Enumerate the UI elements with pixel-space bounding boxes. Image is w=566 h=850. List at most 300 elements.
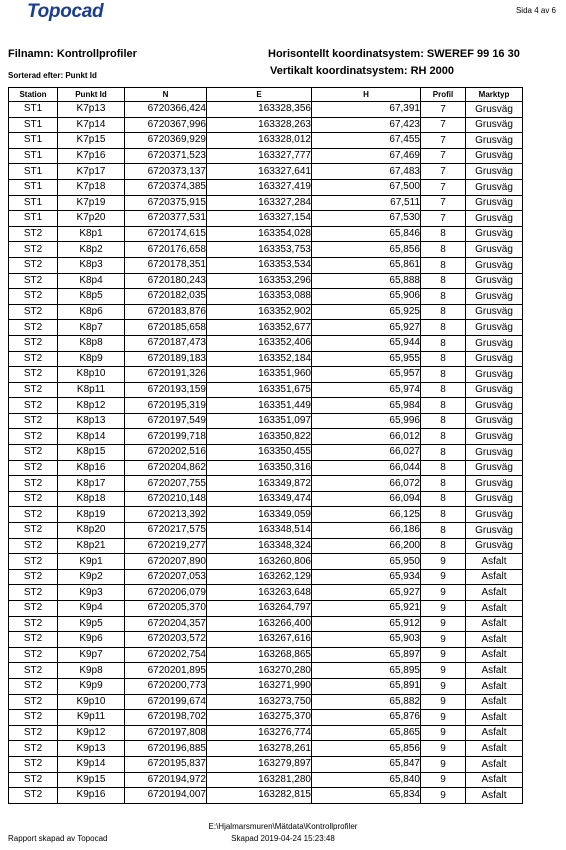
cell-marktyp: Asfalt: [466, 616, 523, 632]
cell-n: 6720194,972: [125, 772, 207, 788]
cell-profil: 8: [421, 523, 466, 539]
table-row: [9, 725, 523, 741]
cell-e: 163351,960: [207, 367, 312, 383]
cell-h: 66,044: [312, 460, 421, 476]
cell-station: ST2: [9, 756, 58, 772]
cell-station: ST2: [9, 367, 58, 383]
cell-station: ST2: [9, 710, 58, 726]
cell-profil: 9: [421, 663, 466, 679]
cell-station: ST2: [9, 413, 58, 429]
cell-h: 65,984: [312, 398, 421, 414]
cell-e: 163264,797: [207, 601, 312, 617]
cell-marktyp: Grusväg: [466, 117, 523, 133]
cell-e: 163328,356: [207, 102, 312, 118]
table-row: [9, 195, 523, 211]
cell-e: 163268,865: [207, 647, 312, 663]
cell-punkt-id: K9p15: [58, 772, 125, 788]
cell-e: 163276,774: [207, 725, 312, 741]
cell-profil: 8: [421, 367, 466, 383]
cell-marktyp: Grusväg: [466, 476, 523, 492]
cell-h: 65,856: [312, 242, 421, 258]
cell-profil: 9: [421, 647, 466, 663]
cell-profil: 9: [421, 788, 466, 804]
cell-h: 67,469: [312, 148, 421, 164]
col-header-punkt-id: Punkt Id: [58, 88, 125, 102]
col-header-n: N: [125, 88, 207, 102]
cell-h: 65,955: [312, 351, 421, 367]
cell-punkt-id: K8p10: [58, 367, 125, 383]
cell-punkt-id: K8p14: [58, 429, 125, 445]
cell-profil: 9: [421, 678, 466, 694]
cell-station: ST2: [9, 382, 58, 398]
table-row: [9, 663, 523, 679]
cell-punkt-id: K9p4: [58, 601, 125, 617]
cell-e: 163349,059: [207, 507, 312, 523]
cell-punkt-id: K9p8: [58, 663, 125, 679]
cell-punkt-id: K8p21: [58, 538, 125, 554]
cell-n: 6720176,658: [125, 242, 207, 258]
cell-h: 65,897: [312, 647, 421, 663]
table-row: [9, 382, 523, 398]
cell-e: 163275,370: [207, 710, 312, 726]
vertical-coordinate-system: Vertikalt koordinatsystem: RH 2000: [270, 65, 455, 77]
col-header-marktyp: Marktyp: [466, 88, 523, 102]
cell-profil: 8: [421, 242, 466, 258]
cell-profil: 9: [421, 554, 466, 570]
cell-e: 163328,012: [207, 133, 312, 149]
table-row: [9, 429, 523, 445]
cell-n: 6720196,885: [125, 741, 207, 757]
table-row: [9, 445, 523, 461]
cell-punkt-id: K7p17: [58, 164, 125, 180]
table-row: [9, 398, 523, 414]
cell-profil: 8: [421, 413, 466, 429]
cell-station: ST2: [9, 226, 58, 242]
cell-marktyp: Asfalt: [466, 585, 523, 601]
table-row: [9, 335, 523, 351]
table-row: [9, 242, 523, 258]
cell-punkt-id: K9p14: [58, 756, 125, 772]
cell-profil: 8: [421, 507, 466, 523]
cell-n: 6720197,808: [125, 725, 207, 741]
cell-n: 6720200,773: [125, 678, 207, 694]
topocad-logo: Topocad: [27, 1, 104, 22]
cell-h: 65,888: [312, 273, 421, 289]
cell-station: ST2: [9, 398, 58, 414]
cell-n: 6720194,007: [125, 788, 207, 804]
cell-e: 163351,675: [207, 382, 312, 398]
cell-profil: 9: [421, 616, 466, 632]
cell-punkt-id: K7p20: [58, 211, 125, 227]
cell-h: 65,847: [312, 756, 421, 772]
cell-e: 163262,129: [207, 569, 312, 585]
col-header-e: E: [207, 88, 312, 102]
cell-n: 6720204,357: [125, 616, 207, 632]
cell-marktyp: Grusväg: [466, 320, 523, 336]
table-row: [9, 585, 523, 601]
cell-punkt-id: K8p19: [58, 507, 125, 523]
table-row: [9, 632, 523, 648]
cell-marktyp: Grusväg: [466, 523, 523, 539]
cell-punkt-id: K9p3: [58, 585, 125, 601]
table-row: [9, 351, 523, 367]
cell-h: 65,957: [312, 367, 421, 383]
table-row: [9, 211, 523, 227]
cell-n: 6720201,895: [125, 663, 207, 679]
cell-profil: 7: [421, 102, 466, 118]
cell-n: 6720206,079: [125, 585, 207, 601]
cell-punkt-id: K8p15: [58, 445, 125, 461]
cell-h: 67,500: [312, 179, 421, 195]
cell-marktyp: Grusväg: [466, 273, 523, 289]
cell-e: 163352,677: [207, 320, 312, 336]
cell-e: 163266,400: [207, 616, 312, 632]
cell-n: 6720207,890: [125, 554, 207, 570]
cell-h: 67,530: [312, 211, 421, 227]
cell-profil: 9: [421, 632, 466, 648]
cell-h: 67,455: [312, 133, 421, 149]
cell-punkt-id: K7p16: [58, 148, 125, 164]
cell-station: ST2: [9, 538, 58, 554]
table-row: [9, 647, 523, 663]
cell-h: 65,944: [312, 335, 421, 351]
control-profile-table: [8, 87, 523, 804]
cell-profil: 9: [421, 585, 466, 601]
cell-marktyp: Asfalt: [466, 756, 523, 772]
table-row: [9, 460, 523, 476]
cell-n: 6720377,531: [125, 211, 207, 227]
cell-marktyp: Asfalt: [466, 694, 523, 710]
cell-e: 163327,284: [207, 195, 312, 211]
cell-e: 163348,514: [207, 523, 312, 539]
cell-marktyp: Grusväg: [466, 351, 523, 367]
cell-marktyp: Grusväg: [466, 445, 523, 461]
cell-profil: 8: [421, 382, 466, 398]
cell-profil: 8: [421, 460, 466, 476]
cell-station: ST2: [9, 725, 58, 741]
cell-e: 163350,455: [207, 445, 312, 461]
cell-station: ST2: [9, 429, 58, 445]
cell-h: 67,391: [312, 102, 421, 118]
cell-e: 163350,316: [207, 460, 312, 476]
col-header-station: Station: [9, 88, 58, 102]
cell-station: ST2: [9, 601, 58, 617]
cell-punkt-id: K8p11: [58, 382, 125, 398]
cell-station: ST2: [9, 772, 58, 788]
cell-punkt-id: K9p5: [58, 616, 125, 632]
cell-n: 6720178,351: [125, 257, 207, 273]
cell-h: 65,903: [312, 632, 421, 648]
cell-profil: 8: [421, 538, 466, 554]
cell-station: ST1: [9, 164, 58, 180]
cell-punkt-id: K9p10: [58, 694, 125, 710]
cell-punkt-id: K9p1: [58, 554, 125, 570]
cell-h: 65,861: [312, 257, 421, 273]
cell-n: 6720193,159: [125, 382, 207, 398]
cell-station: ST2: [9, 257, 58, 273]
cell-marktyp: Grusväg: [466, 226, 523, 242]
cell-profil: 8: [421, 351, 466, 367]
table-row: [9, 507, 523, 523]
cell-profil: 8: [421, 445, 466, 461]
cell-marktyp: Grusväg: [466, 367, 523, 383]
cell-n: 6720189,183: [125, 351, 207, 367]
cell-n: 6720219,277: [125, 538, 207, 554]
cell-marktyp: Grusväg: [466, 195, 523, 211]
cell-profil: 8: [421, 398, 466, 414]
cell-station: ST1: [9, 102, 58, 118]
cell-n: 6720217,575: [125, 523, 207, 539]
cell-station: ST2: [9, 554, 58, 570]
cell-e: 163349,872: [207, 476, 312, 492]
cell-punkt-id: K8p12: [58, 398, 125, 414]
cell-e: 163281,280: [207, 772, 312, 788]
cell-punkt-id: K8p9: [58, 351, 125, 367]
cell-e: 163327,419: [207, 179, 312, 195]
cell-e: 163354,028: [207, 226, 312, 242]
cell-marktyp: Grusväg: [466, 242, 523, 258]
table-row: [9, 538, 523, 554]
cell-e: 163270,280: [207, 663, 312, 679]
cell-e: 163353,534: [207, 257, 312, 273]
table-row: [9, 148, 523, 164]
cell-e: 163278,261: [207, 741, 312, 757]
cell-station: ST2: [9, 663, 58, 679]
cell-profil: 9: [421, 741, 466, 757]
cell-marktyp: Asfalt: [466, 741, 523, 757]
cell-h: 65,840: [312, 772, 421, 788]
cell-h: 66,186: [312, 523, 421, 539]
cell-punkt-id: K8p17: [58, 476, 125, 492]
cell-punkt-id: K8p13: [58, 413, 125, 429]
cell-station: ST2: [9, 335, 58, 351]
col-header-profil: Profil: [421, 88, 466, 102]
cell-h: 66,200: [312, 538, 421, 554]
cell-n: 6720366,424: [125, 102, 207, 118]
cell-station: ST2: [9, 585, 58, 601]
cell-profil: 9: [421, 772, 466, 788]
cell-profil: 9: [421, 569, 466, 585]
cell-punkt-id: K7p18: [58, 179, 125, 195]
cell-marktyp: Grusväg: [466, 413, 523, 429]
cell-punkt-id: K9p11: [58, 710, 125, 726]
cell-station: ST2: [9, 647, 58, 663]
horizontal-coordinate-system: Horisontellt koordinatsystem: SWEREF 99 16 30: [268, 48, 520, 60]
created-timestamp: Skapad 2019-04-24 15:23:48: [231, 834, 335, 843]
table-row: [9, 476, 523, 492]
cell-punkt-id: K7p19: [58, 195, 125, 211]
cell-e: 163352,406: [207, 335, 312, 351]
cell-h: 67,483: [312, 164, 421, 180]
cell-marktyp: Asfalt: [466, 632, 523, 648]
file-path: E:\Hjalmarsmuren\Mätdata\Kontrollprofiler: [208, 822, 358, 831]
cell-h: 65,882: [312, 694, 421, 710]
table-header-row: [9, 88, 523, 102]
cell-n: 6720199,718: [125, 429, 207, 445]
cell-station: ST2: [9, 569, 58, 585]
cell-e: 163271,990: [207, 678, 312, 694]
table-row: [9, 226, 523, 242]
cell-station: ST2: [9, 242, 58, 258]
cell-station: ST2: [9, 694, 58, 710]
cell-station: ST2: [9, 320, 58, 336]
cell-e: 163351,097: [207, 413, 312, 429]
cell-profil: 7: [421, 164, 466, 180]
cell-punkt-id: K9p13: [58, 741, 125, 757]
cell-marktyp: Grusväg: [466, 211, 523, 227]
cell-n: 6720373,137: [125, 164, 207, 180]
cell-n: 6720367,996: [125, 117, 207, 133]
cell-h: 65,974: [312, 382, 421, 398]
cell-e: 163273,750: [207, 694, 312, 710]
table-row: [9, 164, 523, 180]
table-row: [9, 601, 523, 617]
cell-h: 67,511: [312, 195, 421, 211]
cell-n: 6720191,326: [125, 367, 207, 383]
cell-n: 6720182,035: [125, 289, 207, 305]
cell-marktyp: Asfalt: [466, 725, 523, 741]
table-row: [9, 102, 523, 118]
cell-marktyp: Grusväg: [466, 398, 523, 414]
cell-h: 65,876: [312, 710, 421, 726]
cell-e: 163327,777: [207, 148, 312, 164]
cell-marktyp: Grusväg: [466, 382, 523, 398]
table-row: [9, 554, 523, 570]
cell-e: 163260,806: [207, 554, 312, 570]
cell-e: 163351,449: [207, 398, 312, 414]
cell-h: 66,012: [312, 429, 421, 445]
cell-profil: 8: [421, 491, 466, 507]
cell-profil: 9: [421, 710, 466, 726]
cell-e: 163328,263: [207, 117, 312, 133]
cell-n: 6720207,053: [125, 569, 207, 585]
cell-h: 65,834: [312, 788, 421, 804]
cell-station: ST2: [9, 507, 58, 523]
cell-marktyp: Grusväg: [466, 460, 523, 476]
cell-punkt-id: K8p7: [58, 320, 125, 336]
cell-n: 6720199,674: [125, 694, 207, 710]
table-row: [9, 179, 523, 195]
table-row: [9, 694, 523, 710]
cell-station: ST1: [9, 195, 58, 211]
cell-marktyp: Grusväg: [466, 335, 523, 351]
cell-station: ST2: [9, 788, 58, 804]
cell-e: 163327,641: [207, 164, 312, 180]
table-row: [9, 133, 523, 149]
table-row: [9, 741, 523, 757]
cell-n: 6720210,148: [125, 491, 207, 507]
table-row: [9, 756, 523, 772]
table-row: [9, 491, 523, 507]
table-row: [9, 289, 523, 305]
cell-h: 65,950: [312, 554, 421, 570]
cell-h: 65,846: [312, 226, 421, 242]
cell-punkt-id: K7p15: [58, 133, 125, 149]
cell-punkt-id: K8p5: [58, 289, 125, 305]
col-header-h: H: [312, 88, 421, 102]
cell-marktyp: Grusväg: [466, 289, 523, 305]
cell-profil: 9: [421, 601, 466, 617]
cell-marktyp: Asfalt: [466, 663, 523, 679]
cell-station: ST2: [9, 460, 58, 476]
table-row: [9, 304, 523, 320]
cell-punkt-id: K9p12: [58, 725, 125, 741]
cell-n: 6720198,702: [125, 710, 207, 726]
page-number: Sida 4 av 6: [515, 6, 556, 15]
table-row: [9, 678, 523, 694]
cell-h: 66,125: [312, 507, 421, 523]
cell-n: 6720371,523: [125, 148, 207, 164]
cell-n: 6720195,319: [125, 398, 207, 414]
cell-marktyp: Grusväg: [466, 491, 523, 507]
cell-n: 6720375,915: [125, 195, 207, 211]
cell-profil: 9: [421, 725, 466, 741]
cell-punkt-id: K8p20: [58, 523, 125, 539]
cell-marktyp: Grusväg: [466, 507, 523, 523]
cell-station: ST2: [9, 523, 58, 539]
cell-profil: 7: [421, 211, 466, 227]
cell-marktyp: Grusväg: [466, 133, 523, 149]
cell-profil: 7: [421, 117, 466, 133]
cell-e: 163279,897: [207, 756, 312, 772]
table-row: [9, 772, 523, 788]
table-row: [9, 710, 523, 726]
cell-n: 6720197,549: [125, 413, 207, 429]
table-row: [9, 523, 523, 539]
cell-h: 65,912: [312, 616, 421, 632]
cell-station: ST1: [9, 211, 58, 227]
cell-n: 6720202,754: [125, 647, 207, 663]
cell-profil: 7: [421, 195, 466, 211]
cell-punkt-id: K9p2: [58, 569, 125, 585]
cell-h: 65,927: [312, 585, 421, 601]
cell-n: 6720203,572: [125, 632, 207, 648]
cell-punkt-id: K7p14: [58, 117, 125, 133]
cell-marktyp: Asfalt: [466, 772, 523, 788]
cell-e: 163352,184: [207, 351, 312, 367]
cell-station: ST1: [9, 117, 58, 133]
cell-n: 6720213,392: [125, 507, 207, 523]
cell-h: 65,921: [312, 601, 421, 617]
cell-punkt-id: K8p16: [58, 460, 125, 476]
table-row: [9, 616, 523, 632]
cell-punkt-id: K8p4: [58, 273, 125, 289]
cell-marktyp: Grusväg: [466, 102, 523, 118]
cell-station: ST2: [9, 616, 58, 632]
cell-marktyp: Grusväg: [466, 164, 523, 180]
table-row: [9, 788, 523, 804]
cell-n: 6720374,385: [125, 179, 207, 195]
cell-profil: 8: [421, 257, 466, 273]
cell-marktyp: Grusväg: [466, 304, 523, 320]
table-row: [9, 367, 523, 383]
cell-marktyp: Asfalt: [466, 788, 523, 804]
cell-e: 163353,753: [207, 242, 312, 258]
cell-marktyp: Asfalt: [466, 601, 523, 617]
cell-profil: 8: [421, 429, 466, 445]
cell-e: 163263,648: [207, 585, 312, 601]
cell-n: 6720183,876: [125, 304, 207, 320]
cell-station: ST2: [9, 304, 58, 320]
cell-n: 6720207,755: [125, 476, 207, 492]
cell-station: ST2: [9, 273, 58, 289]
cell-e: 163349,474: [207, 491, 312, 507]
cell-marktyp: Asfalt: [466, 678, 523, 694]
cell-n: 6720204,862: [125, 460, 207, 476]
cell-station: ST2: [9, 476, 58, 492]
cell-punkt-id: K8p18: [58, 491, 125, 507]
cell-e: 163353,296: [207, 273, 312, 289]
